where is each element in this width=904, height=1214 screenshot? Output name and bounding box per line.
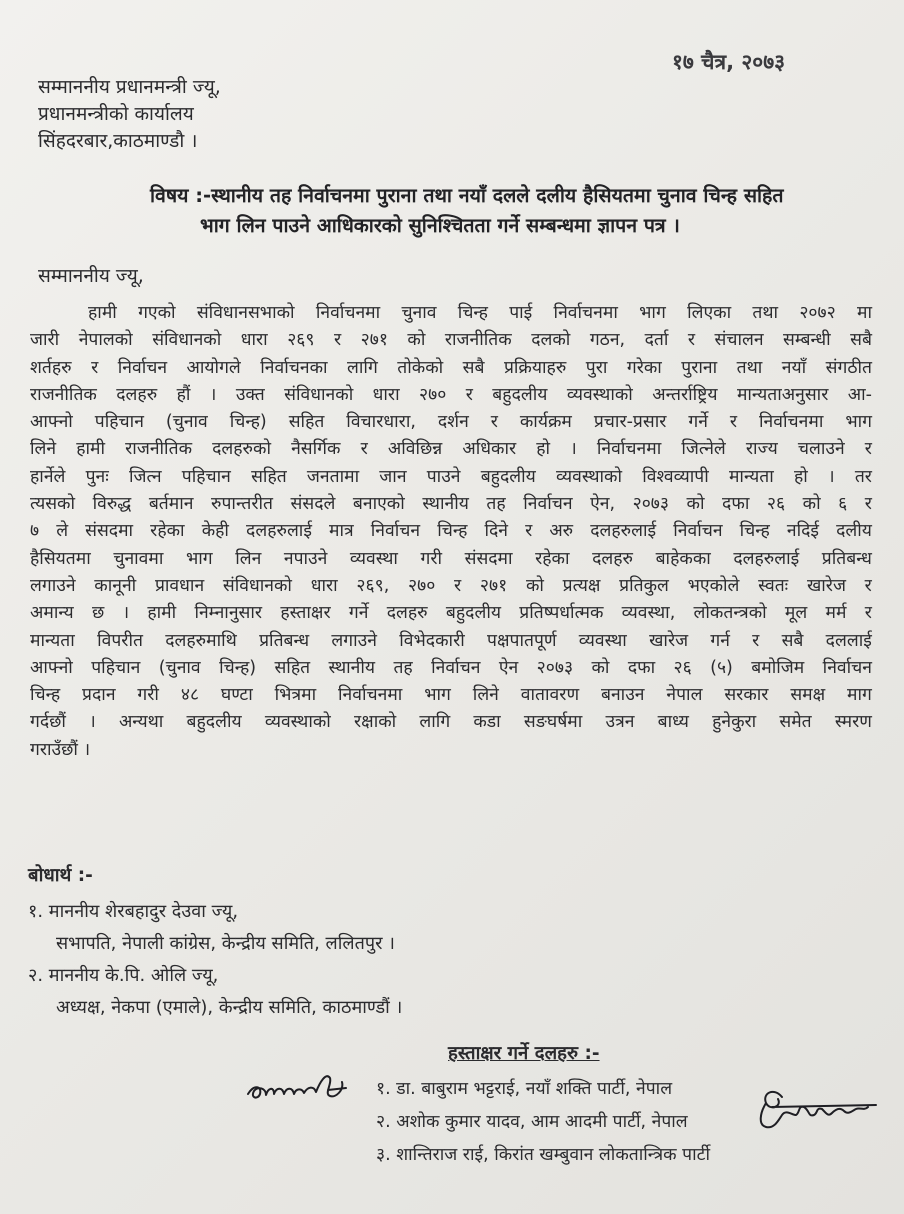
cc-item-detail: अध्यक्ष, नेकपा (एमाले), केन्द्रीय समिति, काठमाण्डौं । — [56, 997, 403, 1018]
salutation: सम्माननीय ज्यू, — [38, 265, 144, 287]
body-line: गराउँछौं । — [30, 739, 91, 760]
cc-item-name: २. माननीय के.पि. ओलि ज्यू, — [28, 965, 219, 986]
subject-line: विषय :-स्थानीय तह निर्वाचनमा पुराना तथा नयाँ दलले दलीय हैसियतमा चुनाव चिन्ह सहित — [150, 184, 784, 207]
addressee-line: प्रधानमन्त्रीको कार्यालय — [38, 103, 194, 125]
cc-list — [28, 896, 402, 1024]
signatory: १. डा. बाबुराम भट्टराई, नयाँ शक्ति पार्टी, नेपाल — [376, 1079, 673, 1099]
cc-heading: बोधार्थ :- — [28, 865, 93, 886]
signatories-list — [376, 1073, 710, 1172]
handwritten-signature-1 — [244, 1064, 364, 1108]
body-line: ७ ले संसदमा रहेका केही दलहरुलाई मात्र निर्वाचन चिन्ह दिने र अरु दलहरुलाई निर्वाचन चिन्ह नदिई दलीय — [30, 521, 872, 542]
body-line: हामी गएको संविधानसभाको निर्वाचनमा चुनाव चिन्ह पाई निर्वाचनमा भाग लिएका तथा २०७२ मा — [88, 303, 872, 323]
addressee-line: सम्माननीय प्रधानमन्त्री ज्यू, — [38, 76, 221, 98]
signatory: २. अशोक कुमार यादव, आम आदमी पार्टी, नेपाल — [376, 1112, 688, 1132]
signatory: ३. शान्तिराज राई, किरांत खम्बुवान लोकतान्त्रिक पार्टी — [376, 1145, 710, 1165]
addressee-line: सिंहदरबार,काठमाण्डौ । — [38, 130, 198, 152]
body-line: अमान्य छ । हामी निम्नानुसार हस्ताक्षर गर्ने दलहरु बहुदलीय प्रतिष्पर्धात्मक व्यवस्था, लोकतन्त्रको मूल मर्म र — [30, 603, 872, 624]
addressee-block — [38, 74, 221, 155]
body-line: गर्दछौं । अन्यथा बहुदलीय व्यवस्थाको रक्षाको लागि कडा सङघर्षमा उत्रन बाध्य हुनेकुरा समेत स्मरण — [30, 712, 872, 733]
letter-date: १७ चैत्र, २०७३ — [672, 50, 786, 74]
body-line: आफ्नो पहिचान (चुनाव चिन्ह) सहित विचारधारा, दर्शन र कार्यक्रम प्रचार-प्रसार गर्ने र निर्वाचनमा भाग — [30, 412, 872, 433]
handwritten-signature-2 — [752, 1085, 882, 1135]
cc-item-detail: सभापति, नेपाली कांग्रेस, केन्द्रीय समिति, ललितपुर । — [56, 933, 395, 954]
body-line: शर्तहरु र निर्वाचन आयोगले निर्वाचनका लागि तोकेको सबै प्रक्रियाहरु पुरा गरेका पुराना तथा नयाँ संगठीत — [30, 357, 872, 378]
subject-block — [150, 181, 860, 241]
body-line: त्यसको विरुद्ध बर्तमान रुपान्तरीत संसदले बनाएको स्थानीय तह निर्वाचन ऐन, २०७३ को दफा २६ को ६ र — [30, 494, 872, 515]
letter-body — [30, 300, 872, 764]
body-line: हार्नेले पुनः जित्न पहिचान सहित जनतामा जान पाउने बहुदलीय व्यवस्थाको विश्वव्यापी मान्यता हो । तर — [30, 466, 872, 487]
subject-line: भाग लिन पाउने आधिकारको सुनिश्चितता गर्ने सम्बन्धमा ज्ञापन पत्र । — [200, 214, 680, 237]
body-line: आफ्नो पहिचान (चुनाव चिन्ह) सहित स्थानीय तह निर्वाचन ऐन २०७३ को दफा २६ (५) बमोजिम निर्वाचन — [30, 657, 872, 678]
body-line: लिने हामी राजनीतिक दलहरुको नैसर्गिक र अविछिन्न अधिकार हो । निर्वाचनमा जित्नेले राज्य चलाउने र — [30, 439, 872, 460]
body-line: राजनीतिक दलहरु हौं । उक्त संविधानको धारा २७० र बहुदलीय व्यवस्थाको अन्तर्राष्ट्रिय मान्यताअनुसार आ- — [30, 384, 872, 405]
body-line: चिन्ह प्रदान गरी ४८ घण्टा भित्रमा निर्वाचनमा भाग लिने वातावरण बनाउन नेपाल सरकार समक्ष माग — [30, 685, 872, 706]
body-line: लगाउने कानूनी प्रावधान संविधानको धारा २६९, २७० र २७१ को प्रत्यक्ष प्रतिकुल भएकोले स्वतः खारेज र — [30, 575, 872, 596]
cc-item-name: १. माननीय शेरबहादुर देउवा ज्यू, — [28, 901, 239, 922]
body-line: जारी नेपालको संविधानको धारा २६९ र २७१ को राजनीतिक दलको गठन, दर्ता र संचालन सम्बन्धी सबै — [30, 330, 872, 351]
body-line: मान्यता विपरीत दलहरुमाथि प्रतिबन्ध लगाउने विभेदकारी पक्षपातपूर्ण व्यवस्था खारेज गर्न र सबै दललाई — [30, 630, 872, 651]
body-line: हैसियतमा चुनावमा भाग लिन नपाउने व्यवस्था गरी संसदमा रहेका दलहरु बाहेकका दलहरुलाई प्रतिबन्ध — [30, 548, 872, 569]
signatories-heading: हस्ताक्षर गर्ने दलहरु :- — [448, 1043, 600, 1064]
